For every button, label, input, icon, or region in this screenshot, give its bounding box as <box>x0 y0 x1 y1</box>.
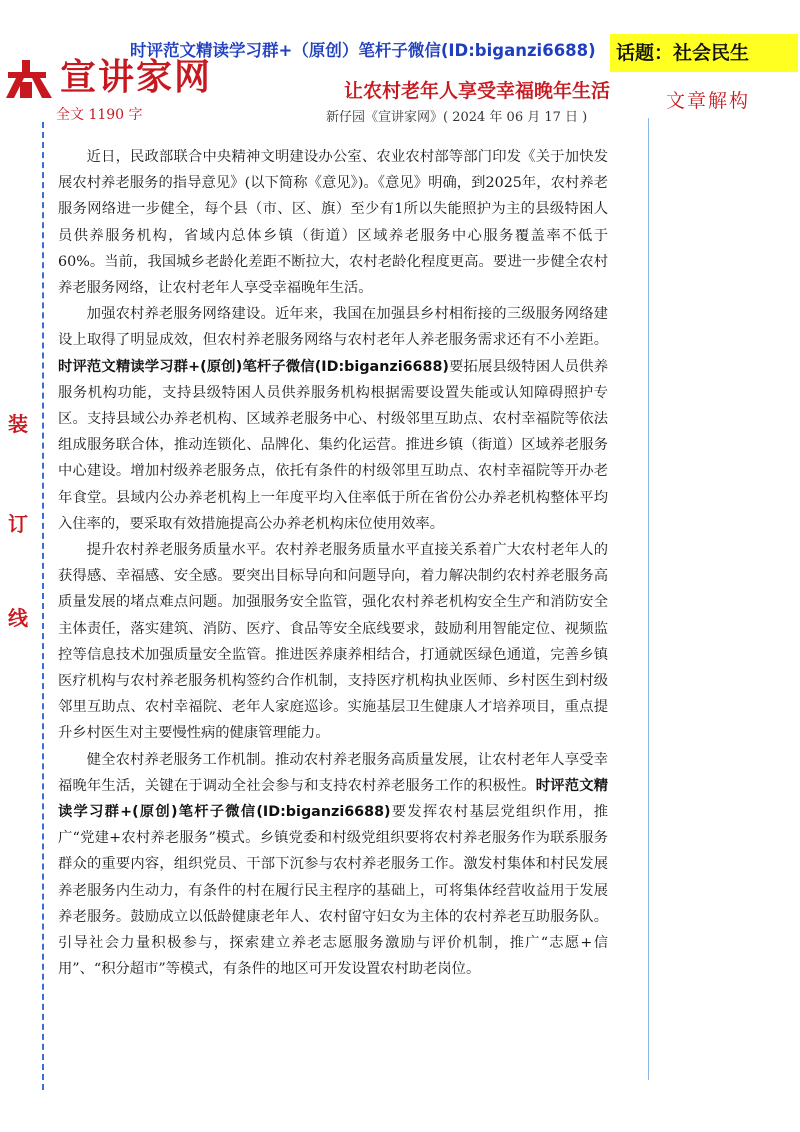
binding-char-2: 订 <box>8 512 28 536</box>
paragraph-2-text-a: 加强农村养老服务网络建设。近年来，我国在加强县乡村相衔接的三级服务网络建设上取得了明显成效，但农村养老服务网络与农村老年人养老服务需求还有不小差距。 <box>58 306 608 349</box>
article-body <box>58 144 608 983</box>
binding-char-3: 线 <box>8 606 28 630</box>
word-count: 全文 1190 字 <box>56 107 143 123</box>
article-title: 让农村老年人享受幸福晚年生活 <box>343 80 610 102</box>
paragraph-2-text-b: 要拓展县级特困人员供养服务机构功能，支持县级特困人员供养服务机构根据需要设置失能或认知障碍照护专区。支持县域公办养老机构、区域养老服务中心、村级邻里互助点、农村幸福院等依法组成服务联合体，推动连锁化、品牌化、集约化运营。推进乡镇（街道）区域养老服务中心建设。增加村级养老服务点，依托有条件的村级邻里互助点、农村幸福院等开办老年食堂。县域内公办养老机构上一年度平均入住率低于所在省份公办养老机构整体平均入住率的，要采取有效措施提高公办养老机构床位使用效率。 <box>58 358 609 532</box>
section-label: 文章解构 <box>666 90 751 112</box>
right-margin-rule <box>648 118 649 1080</box>
binding-char-1: 装 <box>8 412 28 436</box>
paragraph-4-text-a: 健全农村养老服务工作机制。推动农村养老服务高质量发展，让农村老年人享受幸福晚年生活，关键在于调动全社会参与和支持农村养老服务工作的积极性。 <box>58 751 608 794</box>
paragraph-4-text-b: 要发挥农村基层党组织作用，推广“党建+农村养老服务”模式。乡镇党委和村级党组织要将农村养老服务作为联系服务群众的重要内容，组织党员、干部下沉参与农村养老服务工作。激发村集体和村民发展养老服务内生动力，有条件的村在履行民主程序的基础上，可将集体经营收益用于发展养老服务。鼓励成立以低龄健康老年人、农村留守妇女为主体的农村养老互助服务队。引导社会力量积极参与，探索建立养老志愿服务激励与评价机制，推广“志愿+信用”、“积分超市”等模式，有条件的地区可开发设置农村助老岗位。 <box>58 804 608 978</box>
promo-banner: 时评范文精读学习群+（原创）笔杆子微信(ID:biganzi6688) <box>130 41 596 60</box>
inline-promo: 时评范文精读学习群+(原创)笔杆子微信(ID:biganzi6688) <box>58 777 609 821</box>
inline-promo: 时评范文精读学习群+(原创)笔杆子微信(ID:biganzi6688) <box>58 358 449 375</box>
paragraph-1: 近日，民政部联合中央精神文明建设办公室、农业农村部等部门印发《关于加快发展农村养老服务的指导意见》(以下简称《意见》)。《意见》明确，到2025年，农村养老服务网络进一步健全，每个县（市、区、旗）至少有1所以失能照护为主的县级特困人员供养服务机构，省域内总体乡镇（街道）区域养老服务中心服务覆盖率不低于 60%。当前，我国城乡老龄化差距不断拉大，农村老龄化程度更高。要进一步健全农村养老服务网络，让农村老年人享受幸福晚年生活。 <box>58 149 608 297</box>
paragraph-2 <box>58 301 608 537</box>
topic-badge: 话题：社会民生 <box>610 34 798 72</box>
byline: 新仔园《宣讲家网》( 2024 年 06 月 17 日 ) <box>326 110 588 125</box>
paragraph-4 <box>58 747 608 983</box>
binding-dashed-line <box>42 122 44 1090</box>
paragraph-3: 提升农村养老服务质量水平。农村养老服务质量水平直接关系着广大农村老年人的获得感、幸福感、安全感。要突出目标导向和问题导向，着力解决制约农村养老服务高质量发展的堵点难点问题。加强服务安全监管，强化农村养老机构安全生产和消防安全主体责任，落实建筑、消防、医疗、食品等安全底线要求，鼓励利用智能定位、视频监控等信息技术加强质量安全监管。推进医养康养相结合，打通就医绿色通道，完善乡镇医疗机构与农村养老服务机构签约合作机制，支持医疗机构执业医师、乡村医生到村级邻里互助点、农村幸福院、老年人家庭巡诊。实施基层卫生健康人才培养项目，重点提升乡村医生对主要慢性病的健康管理能力。 <box>58 542 608 742</box>
logo-wordmark: 宣讲家网 <box>60 56 213 98</box>
